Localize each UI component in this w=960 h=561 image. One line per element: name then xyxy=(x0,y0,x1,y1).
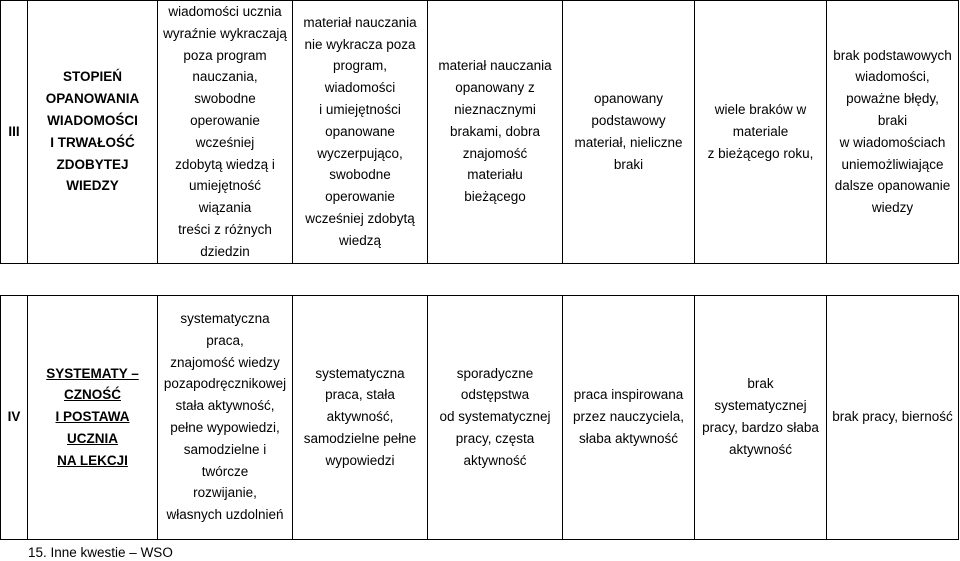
table-row-iv xyxy=(1,295,959,539)
grade-5-cell: materiał nauczania nie wykracza poza program, wiadomości i umiejętności opanowane wyczerpująco, swobodne operowanie wcześniej zdobytą wiedzą xyxy=(293,1,428,264)
table-row-iii xyxy=(1,1,959,264)
grade-1-cell: brak pracy, bierność xyxy=(827,295,959,539)
grade-2-cell: wiele braków w materiale z bieżącego roku, xyxy=(695,1,827,264)
grade-3-cell: opanowany podstawowy materiał, nieliczne braki xyxy=(563,1,695,264)
grade-4-cell: materiał nauczania opanowany z nieznacznymi brakami, dobra znajomość materiału bieżącego xyxy=(428,1,563,264)
row-spacer xyxy=(1,263,959,295)
grade-5-cell: systematyczna praca, stała aktywność, samodzielne pełne wypowiedzi xyxy=(293,295,428,539)
spacer-cell xyxy=(1,263,959,295)
section-heading-footer: 15. Inne kwestie – WSO xyxy=(28,545,173,560)
grade-3-cell: praca inspirowana przez nauczyciela, słaba aktywność xyxy=(563,295,695,539)
grade-6-cell: wiadomości ucznia wyraźnie wykraczają poza program nauczania, swobodne operowanie wcześniej zdobytą wiedzą i umiejętność wiązania treści z różnych dziedzin xyxy=(158,1,293,264)
grade-2-cell: brak systematycznej pracy, bardzo słaba aktywność xyxy=(695,295,827,539)
grade-6-cell: systematyczna praca, znajomość wiedzy pozapodręcznikowej stała aktywność, pełne wypowiedzi, samodzielne i twórcze rozwijanie, własnych uzdolnień xyxy=(158,295,293,539)
grade-1-cell: brak podstawowych wiadomości, poważne błędy, braki w wiadomościach uniemożliwiające dalsze opanowanie wiedzy xyxy=(827,1,959,264)
criterion-label: STOPIEŃ OPANOWANIA WIADOMOŚCI I TRWAŁOŚĆ ZDOBYTEJ WIEDZY xyxy=(28,1,158,264)
row-number: IV xyxy=(1,295,28,539)
row-number: III xyxy=(1,1,28,264)
grade-4-cell: sporadyczne odstępstwa od systematycznej pracy, częsta aktywność xyxy=(428,295,563,539)
criterion-label: SYSTEMATY – CZNOŚĆ I POSTAWA UCZNIA NA LEKCJI xyxy=(28,295,158,539)
